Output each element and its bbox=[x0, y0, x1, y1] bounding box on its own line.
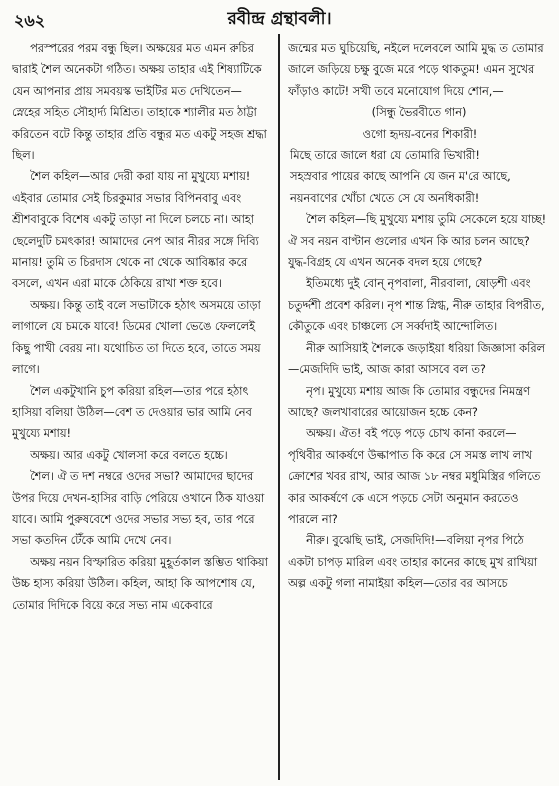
running-title: রবীন্দ্র গ্রন্থাবলী। bbox=[227, 9, 332, 29]
paragraph: অক্ষয় নয়ন বিস্ফারিত করিয়া মুহূর্তকাল স্তম্ভিত থাকিয়া উচ্চ হাস্য করিয়া উঠিল। কহিল, আহা কি আপশোষ যে, তোমার দিদিকে বিয়ে করে সভ্য নাম একেবারে bbox=[12, 555, 268, 612]
paragraph: পরস্পরের পরম বন্ধু ছিল। অক্ষয়ের মত এমন রুচির দ্বারাই শৈল অনেকটা গঠিত। অক্ষয় তাহার এই শিষ্যাটিকে যেন আপনার প্রায় সমবয়স্ক ভাইটির মত দেখিতেন—স্নেহের সহিত সৌহার্দ্য মিশ্রিত। তাহাকে শ্যালীর মত ঠাট্টা করিতেন বটে কিন্তু তাহার প্রতি বন্ধুর মত একটু সহজ শ্রদ্ধা ছিল। bbox=[12, 42, 267, 163]
song-line: নয়নবাণের খোঁচা খেতে সে যে অনধিকারী! bbox=[290, 191, 480, 205]
song-line: সহস্রবার পায়ের কাছে আপনি যে জন ম'রে আছে, bbox=[290, 170, 511, 184]
song-heading: (সিন্ধু ভৈরবীতে গান) bbox=[371, 106, 467, 120]
paragraph: অক্ষয়। ঐত! বই পড়ে পড়ে চোখ কানা করলে—পৃথিবীর আকর্ষণে উল্কাপাত কি করে সে সমস্ত লাখ লাখ ক্রোশের খবর রাখ, আর আজ ১৮ নম্বর মধুমিস্ত্রির গলিতে কার আকর্ষণে কে এসে পড়চে সেটা অনুমান করতেও পারলে না? bbox=[288, 427, 541, 526]
paragraph: শৈল কহিল—ছি মুখুয্যে মশায় তুমি সেকেলে হয়ে যাচ্ছ! ঐ সব নয়ন বাণ্টান গুলোর এখন কি আর চলন আছে? যুদ্ধ-বিগ্রহ যে এখন অনেক বদল হয়ে গেছে? bbox=[288, 213, 547, 270]
paragraph: অক্ষয়। আর একটু খোলসা করে বলতে হচ্চে। bbox=[30, 448, 228, 462]
paragraph: জন্মের মত ঘুচিয়েছি, নইলে দলেবলে আমি মুদ্ধ ত তোমার জালে জড়িয়ে চক্ষু বুজে মরে পড়ে থাকতুম! এমন সুখের ফাঁড়াও কাটে! সখী তবে মনোযোগ দিয়ে শোন,— bbox=[288, 42, 544, 98]
paragraph: শৈল একটুখানি চুপ করিয়া রহিল—তার পরে হঠাৎ হাসিয়া বলিয়া উঠিল—বেশ ত দেওয়ার ভার আমি নেব মুখুয্যে মশায়! bbox=[12, 384, 252, 441]
column-divider bbox=[278, 34, 280, 780]
left-column bbox=[12, 38, 270, 782]
paragraph: শৈল। ঐ ত দশ নম্বরে ওদের সভা? আমাদের ছাদের উপর দিয়ে দেখন-হাসির বাড়ি পেরিয়ে ওখানে ঠিক যাওয়া যাবে। আমি পুরুষবেশে ওদের সভার সভ্য হব, তার পরে সভা কতদিন টেঁকে আমি দেখে নেব। bbox=[12, 470, 265, 548]
page-header bbox=[0, 6, 559, 30]
song-line: ওগো হৃদয়-বনের শিকারী! bbox=[362, 127, 478, 141]
paragraph: ইতিমধ্যে দুই বোন্ নৃপবালা, নীরবালা, ষোড়শী এবং চতুর্দ্দশী প্রবেশ করিল। নৃপ শান্ত স্নিগ্ধ, নীরু তাহার বিপরীত, কৌতুকে এবং চাঞ্চল্যে সে সর্ব্বদাই আন্দোলিত। bbox=[288, 277, 545, 334]
paragraph: শৈল কহিল—আর দেরী করা যায় না মুখুয্যে মশায়! এইবার তোমার সেই চিরকুমার সভার বিপিনবাবু এবং শ্রীশবাবুকে বিশেষ একটু তাড়া না দিলে চলচে না। আহা ছেলেদুটি চমৎকার! আমাদের নেপ আর নীরর সঙ্গে দিব্যি মানায়! তুমি ত চিরদাস থেকে না থেকে আবিষ্কার করে বসলে, এখন এরা মাকে ঠেকিয়ে রাখা শক্ত হবে। bbox=[12, 170, 259, 291]
right-column bbox=[288, 38, 550, 782]
song-line: মিছে তারে জালে ধরা যে তোমারি ভিখারী! bbox=[290, 149, 480, 163]
paragraph: অক্ষয়। কিন্তু তাই বলে সভাটাকে হঠাৎ অসময়ে তাড়া লাগালে যে চমকে যাবে! ডিমের খোলা ভেঙে ফেললেই কিছু পাখী বেরয় না। যথোচিত তা দিতে হবে, তাতে সময় লাগে। bbox=[12, 298, 261, 377]
page-number: ২৬২ bbox=[14, 11, 46, 30]
paragraph: নীরু। বুঝেছি ভাই, সেজদিদি!—বলিয়া নৃপর পিঠে একটা চাপড় মারিল এবং তাহার কানের কাছে মুখ রাখিয়া অল্প একটু গলা নামাইয়া কহিল—তোর বর আসচে bbox=[288, 534, 538, 591]
paragraph: নীরু আসিয়াই শৈলকে জড়াইয়া ধরিয়া জিজ্ঞাসা করিল—মেজদিদি ভাই, আজ কারা আসবে বল ত? bbox=[288, 341, 545, 377]
paragraph: নৃপ। মুখুয্যে মশায় আজ কি তোমার বন্ধুদের নিমন্ত্রণ আছে? জলখাবারের আয়োজন হচ্চে কেন? bbox=[288, 384, 530, 419]
